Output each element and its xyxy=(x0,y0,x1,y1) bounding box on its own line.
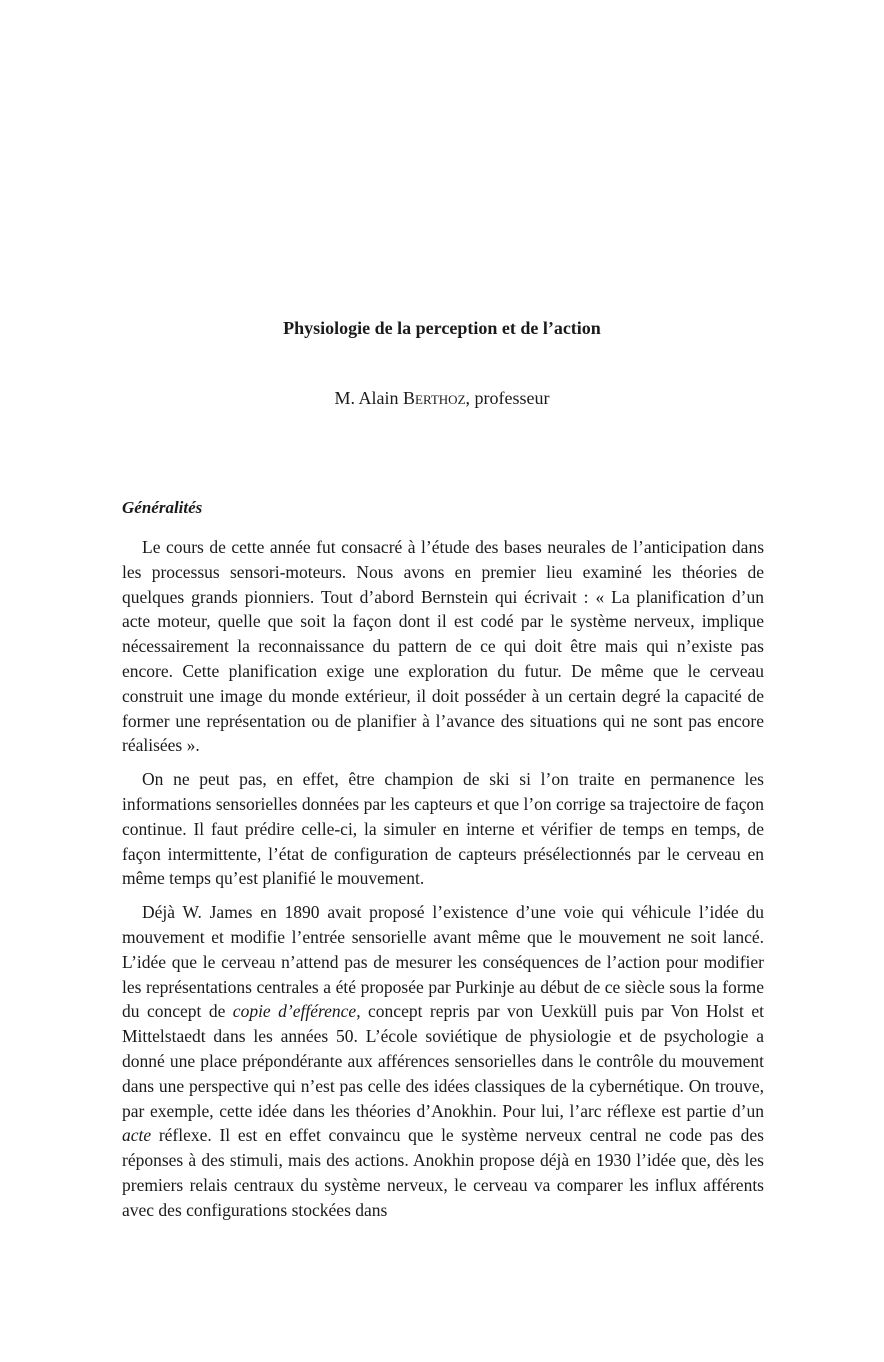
paragraph-2: On ne peut pas, en effet, être champion de ski si l’on traite en permanence les informations sensorielles données par les capteurs et que l’on corrige sa trajectoire de façon continue. Il faut prédire celle-ci, la simuler en interne et vérifier de temps en temps, de façon intermittente, l’état de configuration de capteurs présélectionnés par le cerveau en même temps qu’est planifié le mouvement. xyxy=(122,769,764,889)
paragraph-3-part-1: Déjà W. James en 1890 avait proposé l’existence d’une voie qui véhicule l’idée du mouvement et modifie l’entrée sensorielle avant même que le mouvement ne soit lancé. L’idée que le cerveau n’attend pas de mesurer les conséquences de l’action pour modifier les représentations centrales a été proposée par Purkinje au début de ce siècle sous la forme du concept de xyxy=(122,902,764,1022)
author-prefix: M. Alain xyxy=(334,388,403,408)
author-name-rest: erthoz xyxy=(415,388,466,408)
paragraph-1: Le cours de cette année fut consacré à l’étude des bases neurales de l’anticipation dans les processus sensori-moteurs. Nous avons en premier lieu examiné les théories de quelques grands pionniers. Tout d’abord Bernstein qui écrivait : « La planification d’un acte moteur, quelle que soit la façon dont il est codé par le système nerveux, implique nécessairement la reconnaissance du pattern de ce qui doit être mais qui n’existe pas encore. Cette planification exige une exploration du futur. De même que le cerveau construit une image du monde extérieur, il doit posséder à un certain degré la capacité de former une représentation ou de planifier à l’avance des situations qui ne sont pas encore réalisées ». xyxy=(122,537,764,756)
author-name-initial: B xyxy=(403,388,416,408)
author-line xyxy=(0,386,884,410)
body-text xyxy=(122,535,764,1232)
paragraph-3-emphasis-2: acte xyxy=(122,1125,152,1146)
page-title: Physiologie de la perception et de l’action xyxy=(283,318,601,338)
paragraph-3-emphasis-1: copie d’efférence, xyxy=(232,1001,361,1022)
paragraph-3-part-3: réflexe. Il est en effet convaincu que le système nerveux central ne code pas des réponses à des stimuli, mais des actions. Anokhin propose déjà en 1930 l’idée que, dès les premiers relais centraux du système nerveux, le cerveau va comparer les influx afférents avec des configurations stockées dans xyxy=(122,1125,764,1220)
paragraph-3-part-2: concept repris par von Uexküll puis par Von Holst et Mittelstaedt dans les années 50. L’école soviétique de physiologie et de psychologie a donné une place prépondérante aux afférences sensorielles dans le contrôle du mouvement dans une perspective qui n’est pas celle des idées classiques de la cybernétique. On trouve, par exemple, cette idée dans les théories d’Anokhin. Pour lui, l’arc réflexe est partie d’un xyxy=(122,1001,764,1121)
author-suffix: , professeur xyxy=(465,388,550,408)
paragraph-3 xyxy=(122,900,764,1222)
section-heading: Généralités xyxy=(122,498,203,517)
